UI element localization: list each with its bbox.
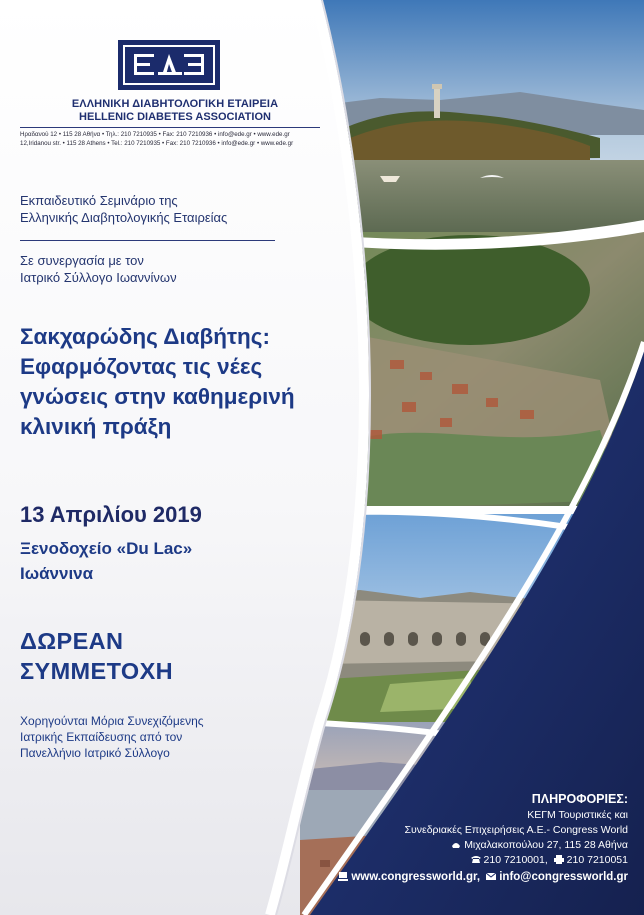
- computer-icon: [338, 872, 348, 881]
- collaboration-text: [20, 252, 310, 286]
- organization-address-greek: Ηραδανού 12 • 115 28 Αθήνα • Τηλ.: 210 7210935 • Fax: 210 7210936 • info@ede.gr • www.ede.gr: [20, 131, 290, 138]
- info-fax: 210 7210051: [566, 854, 628, 866]
- free-line-2: ΣΥΜΜΕΤΟΧΗ: [20, 658, 174, 684]
- info-company-1: ΚΕΓΜ Τουριστικές και: [527, 809, 628, 821]
- information-block: [308, 790, 628, 885]
- event-date: 13 Απριλίου 2019: [20, 502, 202, 527]
- credits-line-1: Χορηγούνται Μόρια Συνεχιζόμενης: [20, 714, 204, 728]
- event-city: Ιωάννινα: [20, 564, 94, 583]
- info-website[interactable]: www.congressworld.gr,: [351, 871, 481, 883]
- event-venue: [20, 536, 192, 586]
- title-line-4: κλινική πράξη: [20, 414, 172, 439]
- fax-icon: [554, 855, 564, 864]
- info-address-line: [308, 838, 628, 853]
- envelope-icon: [486, 872, 496, 881]
- free-line-1: ΔΩΡΕΑΝ: [20, 628, 124, 654]
- title-line-2: Εφαρμόζοντας τις νέες: [20, 354, 263, 379]
- title-line-3: γνώσεις στην καθημερινή: [20, 384, 295, 409]
- info-email[interactable]: info@congressworld.gr: [499, 871, 628, 883]
- cme-credits: [20, 713, 320, 761]
- title-line-1: Σακχαρώδης Διαβήτης:: [20, 324, 270, 349]
- info-company-2: Συνεδριακές Επιχειρήσεις Α.Ε.- Congress World: [404, 824, 628, 836]
- telephone-icon: [471, 855, 481, 864]
- organization-name-english: HELLENIC DIABETES ASSOCIATION: [79, 111, 271, 123]
- divider: [20, 240, 275, 241]
- info-phone: 210 7210001,: [483, 854, 548, 866]
- organization-name-greek: ΕΛΛΗΝΙΚΗ ΔΙΑΒΗΤΟΛΟΓΙΚΗ ΕΤΑΙΡΕΙΑ: [71, 98, 279, 110]
- event-hotel: Ξενοδοχείο «Du Lac»: [20, 539, 193, 558]
- organization-address-english: 12,Iridanou str. • 115 28 Athens • Tel.: 210 7210935 • Fax: 210 7210936 • info@ede.gr • www.ede.gr: [20, 140, 294, 147]
- credits-line-3: Πανελλήνιο Ιατρικό Σύλλογο: [20, 746, 170, 760]
- info-heading: ΠΛΗΡΟΦΟΡΙΕΣ:: [531, 792, 628, 806]
- seminar-title: [20, 322, 350, 442]
- seminar-line-2: Ελληνικής Διαβητολογικής Εταιρείας: [20, 210, 228, 225]
- seminar-intro: [20, 192, 310, 226]
- seminar-line-1: Εκπαιδευτικό Σεμινάριο της: [20, 193, 178, 208]
- collaboration-line-2: Ιατρικό Σύλλογο Ιωαννίνων: [20, 270, 177, 285]
- ede-logo: [118, 40, 220, 90]
- info-phone-line: [308, 853, 628, 868]
- info-web-line: [308, 870, 628, 885]
- info-address: Μιχαλακοπούλου 27, 115 28 Αθήνα: [464, 839, 628, 851]
- collaboration-line-1: Σε συνεργασία με τον: [20, 253, 144, 268]
- divider: [20, 127, 320, 128]
- free-participation: [20, 626, 173, 686]
- credits-line-2: Ιατρικής Εκπαίδευσης από τον: [20, 730, 183, 744]
- phone-icon: [451, 840, 461, 849]
